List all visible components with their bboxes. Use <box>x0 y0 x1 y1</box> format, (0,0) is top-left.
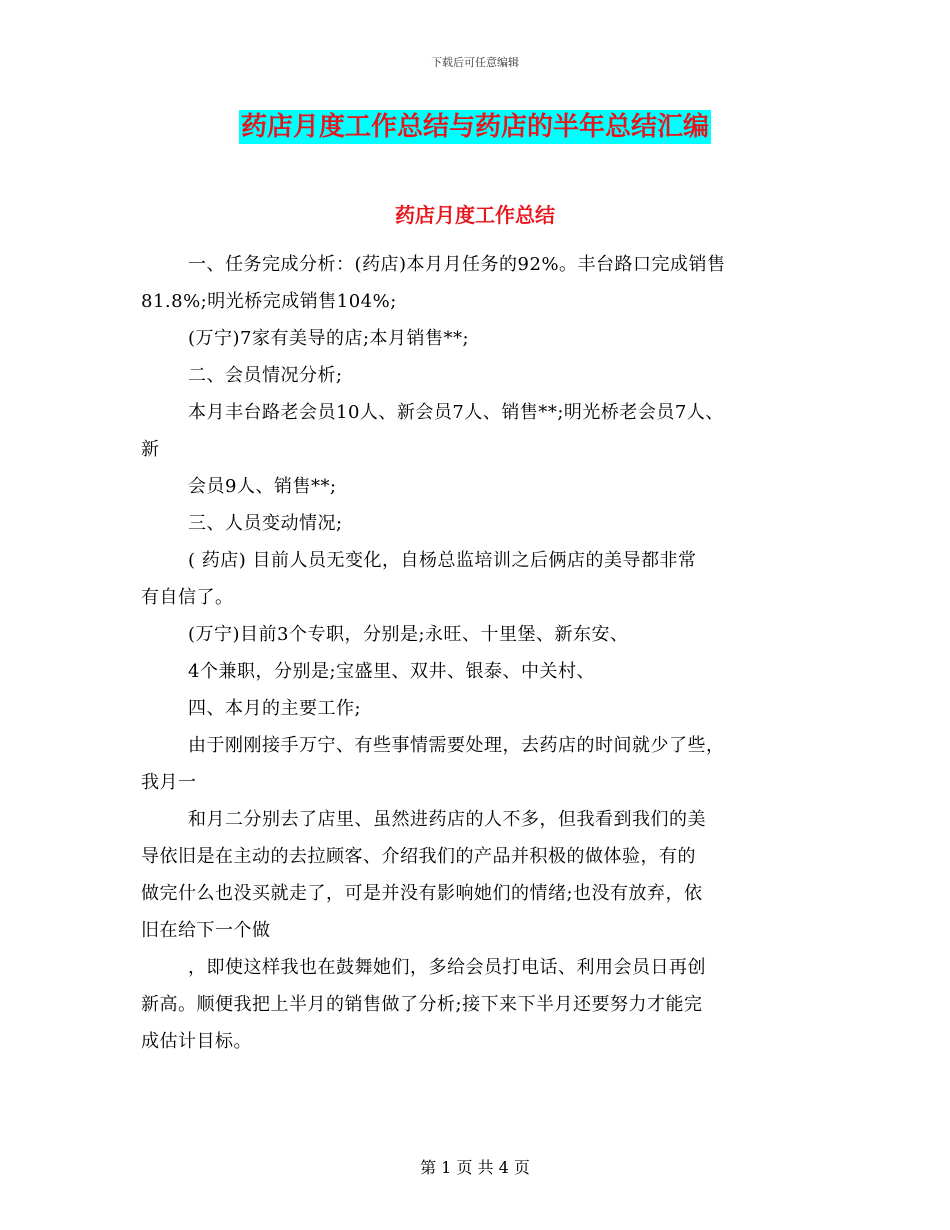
body-line: 81.8%;明光桥完成销售104%; <box>141 291 397 312</box>
body-line: 一、任务完成分析：(药店)本月月任务的92%。丰台路口完成销售 <box>188 254 726 275</box>
body-line: 新高。顺便我把上半月的销售做了分析;接下来下半月还要努力才能完 <box>141 994 703 1015</box>
body-line: 新 <box>141 439 160 460</box>
body-line: 4个兼职，分别是;宝盛里、双井、银泰、中关村、 <box>188 661 596 682</box>
header-note: 下载后可任意编辑 <box>431 56 519 69</box>
body-line: 和月二分别去了店里、虽然进药店的人不多，但我看到我们的美 <box>188 809 706 830</box>
body-line: 有自信了。 <box>141 587 234 608</box>
body-line: 由于刚刚接手万宁、有些事情需要处理，去药店的时间就少了些， <box>188 735 725 756</box>
document-title: 药店月度工作总结与药店的半年总结汇编 <box>240 112 709 142</box>
body-line: ，即使这样我也在鼓舞她们，多给会员打电话、利用会员日再创 <box>188 957 706 978</box>
section-title: 药店月度工作总结 <box>395 203 555 227</box>
page-number: 第 1 页 共 4 页 <box>420 1158 530 1177</box>
body-line: 我月一 <box>141 772 197 793</box>
body-line: 成估计目标。 <box>141 1031 252 1052</box>
body-line: 旧在给下一个做 <box>141 920 271 941</box>
body-line: 导依旧是在主动的去拉顾客、介绍我们的产品并积极的做体验，有的 <box>141 846 696 867</box>
body-line: 本月丰台路老会员10人、新会员7人、销售**;明光桥老会员7人、 <box>188 402 724 423</box>
body-line: ( 药店) 目前人员无变化，自杨总监培训之后俩店的美导都非常 <box>188 550 697 571</box>
body-line: (万宁)目前3个专职，分别是;永旺、十里堡、新东安、 <box>188 624 629 645</box>
body-line: 三、人员变动情况; <box>188 513 343 534</box>
body-line: 做完什么也没买就走了，可是并没有影响她们的情绪;也没有放弃，依 <box>141 883 703 904</box>
body-line: 四、本月的主要工作; <box>188 698 362 719</box>
body-line: (万宁)7家有美导的店;本月销售**; <box>188 328 470 349</box>
body-line: 会员9人、销售**; <box>188 476 337 497</box>
body-line: 二、会员情况分析; <box>188 365 343 386</box>
